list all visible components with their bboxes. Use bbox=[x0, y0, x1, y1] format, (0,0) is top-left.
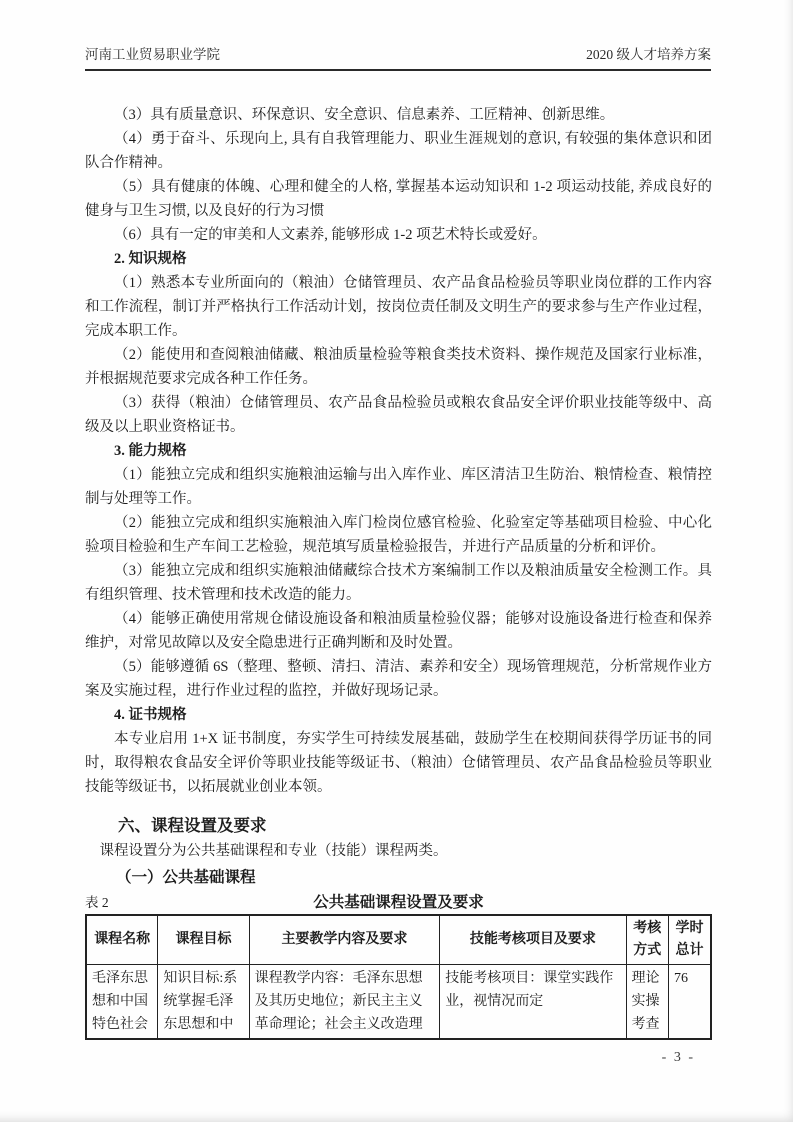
col-header-skill-assessment: 技能考核项目及要求 bbox=[440, 915, 626, 965]
paragraph-ability-1: （1）能独立完成和组织实施粮油运输与出入库作业、库区清洁卫生防治、粮情检查、粮情控制与处理等工作。 bbox=[85, 467, 712, 507]
paragraph-teamwork: （4）勇于奋斗、乐现向上, 具有自我管理能力、职业生涯规划的意识, 有较强的集体意识和团队合作精神。 bbox=[85, 131, 712, 171]
paragraph-certificate: 本专业启用 1+X 证书制度，夯实学生可持续发展基础，鼓励学生在校期间获得学历证书的同时，取得粮农食品安全评价等职业技能等级证书、（粮油）仓储管理员、农产品食品检验员等职业技能等级证书，以拓展就业创业本领。 bbox=[85, 731, 712, 795]
cell-skill-assessment: 技能考核项目：课堂实践作业，视情况而定 bbox=[440, 965, 626, 1040]
table-caption bbox=[85, 892, 712, 914]
table-title: 公共基础课程设置及要求 bbox=[313, 894, 484, 911]
paragraph-knowledge-2: （2）能使用和查阅粮油储藏、粮油质量检验等粮食类技术资料、操作规范及国家行业标准，并根据规范要求完成各种工作任务。 bbox=[85, 347, 712, 387]
paragraph-health: （5）具有健康的体魄、心理和健全的人格, 掌握基本运动知识和 1-2 项运动技能, 养成良好的健身与卫生习惯, 以及良好的行为习惯 bbox=[85, 179, 712, 219]
section-heading-course-setup: 六、课程设置及要求 bbox=[118, 816, 267, 835]
cell-teaching-content: 课程教学内容：毛泽东思想及其历史地位；新民主主义革命理论；社会主义改造理 bbox=[249, 965, 440, 1040]
courses-table bbox=[85, 914, 712, 1040]
paragraph-knowledge-3: （3）获得（粮油）仓储管理员、农产品食品检验员或粮农食品安全评价职业技能等级中、高级及以上职业资格证书。 bbox=[85, 395, 712, 435]
page-number: - 3 - bbox=[661, 1050, 695, 1065]
paragraph-ability-2: （2）能独立完成和组织实施粮油入库门检岗位感官检验、化验室定等基础项目检验、中心化验项目检验和生产车间工艺检验，规范填写质量检验报告，并进行产品质量的分析和评价。 bbox=[85, 515, 712, 555]
cell-course-goal: 知识目标:系统掌握毛泽东思想和中 bbox=[158, 965, 249, 1040]
col-header-assessment-method: 考核方式 bbox=[626, 915, 669, 965]
col-header-total-hours: 学时总计 bbox=[669, 915, 712, 965]
cell-course-name: 毛泽东思想和中国特色社会 bbox=[86, 965, 158, 1040]
heading-certificate-spec: 4. 证书规格 bbox=[114, 707, 187, 723]
col-header-course-goal: 课程目标 bbox=[158, 915, 249, 965]
table-label: 表 2 bbox=[85, 895, 109, 910]
cell-total-hours: 76 bbox=[669, 965, 712, 1040]
paragraph-ability-3: （3）能独立完成和组织实施粮油储藏综合技术方案编制工作以及粮油质量安全检测工作。具有组织管理、技术管理和技术改造的能力。 bbox=[85, 563, 712, 603]
running-header bbox=[85, 0, 711, 71]
page-body bbox=[85, 103, 712, 1040]
col-header-teaching-content: 主要教学内容及要求 bbox=[249, 915, 440, 965]
table-header-row bbox=[86, 915, 711, 965]
heading-knowledge-spec: 2. 知识规格 bbox=[114, 251, 187, 267]
heading-ability-spec: 3. 能力规格 bbox=[114, 443, 187, 459]
paragraph-quality-awareness: （3）具有质量意识、环保意识、安全意识、信息素养、工匠精神、创新思维。 bbox=[114, 107, 615, 123]
paragraph-course-categories: 课程设置分为公共基础课程和专业（技能）课程两类。 bbox=[99, 843, 448, 859]
subsection-heading-public-basic-courses: （一）公共基础课程 bbox=[116, 869, 256, 886]
paragraph-aesthetics: （6）具有一定的审美和人文素养, 能够形成 1-2 项艺术特长或爱好。 bbox=[114, 227, 547, 243]
paragraph-knowledge-1: （1）熟悉本专业所面向的（粮油）仓储管理员、农产品食品检验员等职业岗位群的工作内容和工作流程，制订并严格执行工作活动计划，按岗位责任制及文明生产的要求参与生产作业过程，完成本职工作。 bbox=[85, 275, 712, 339]
school-name: 河南工业贸易职业学院 bbox=[85, 47, 220, 62]
cell-assessment-method: 理论实操考查 bbox=[626, 965, 669, 1040]
paragraph-ability-5: （5）能够遵循 6S（整理、整顿、清扫、清洁、素养和安全）现场管理规范，分析常规作业方案及实施过程，进行作业过程的监控，并做好现场记录。 bbox=[85, 659, 712, 699]
col-header-course-name: 课程名称 bbox=[86, 915, 158, 965]
paragraph-ability-4: （4）能够正确使用常规仓储设施设备和粮油质量检验仪器；能够对设施设备进行检查和保养维护，对常见故障以及安全隐患进行正确判断和及时处置。 bbox=[85, 611, 712, 651]
plan-title: 2020 级人才培养方案 bbox=[586, 47, 711, 62]
table-row bbox=[86, 965, 711, 1040]
